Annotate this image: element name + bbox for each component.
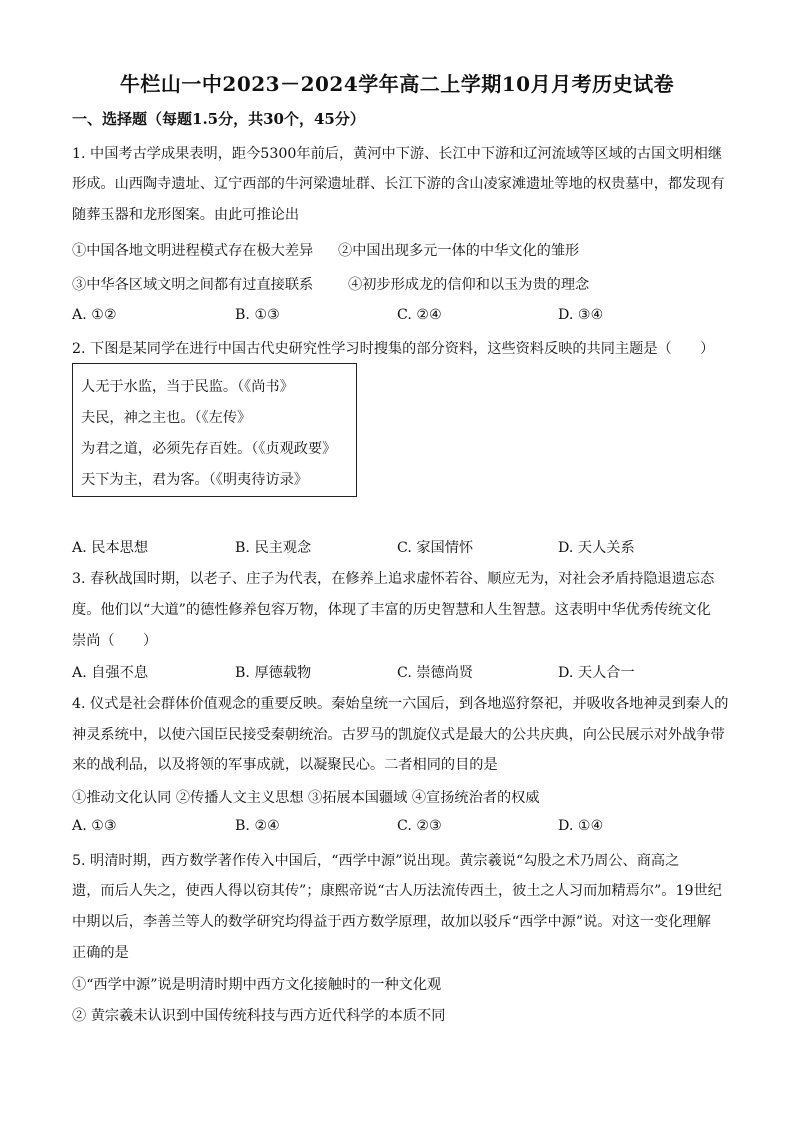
q3-option-d[interactable]: D. 天人合一 xyxy=(558,665,635,681)
q2-option-a[interactable]: A. 民本思想 xyxy=(72,540,149,556)
q2-quote-box xyxy=(72,363,357,497)
q2-quote: 人无于水监，当于民监。（《尚书》 xyxy=(81,379,294,395)
q2-quote: 天下为主，君为客。（《明夷待访录》 xyxy=(81,472,308,488)
q3-option-a[interactable]: A. 自强不息 xyxy=(72,665,149,681)
q1-option-d[interactable]: D. ③④ xyxy=(558,307,604,323)
q4-stem-line: 4. 仪式是社会群体价值观念的重要反映。秦始皇统一六国后，到各地巡狩祭祀，并吸收各地神灵到秦人的 xyxy=(72,696,729,712)
q1-option-a[interactable]: A. ①② xyxy=(72,307,117,323)
q1-stem-line: 1. 中国考古学成果表明，距今5300年前后，黄河中下游、长江中下游和辽河流域等区域的古国文明相继 xyxy=(72,146,723,162)
q1-statement: ②中国出现多元一体的中华文化的雏形 xyxy=(338,243,580,259)
q5-stem-line: 中期以后，李善兰等人的数学研究均得益于西方数学原理，故加以驳斥“西学中源”说。对这一变化理解 xyxy=(72,914,711,930)
q4-option-a[interactable]: A. ①③ xyxy=(72,818,117,834)
q1-stem-line: 随葬玉器和龙形图案。由此可推论出 xyxy=(72,207,300,223)
q3-stem-line: 度。他们以“大道”的德性修养包容万物，体现了丰富的历史智慧和人生智慧。这表明中华优秀传统文化 xyxy=(72,602,711,618)
q3-stem-line: 崇尚（ ） xyxy=(72,633,158,649)
q3-stem-line: 3. 春秋战国时期，以老子、庄子为代表，在修养上追求虚怀若谷、顺应无为，对社会矛盾持隐退遗忘态 xyxy=(72,571,715,587)
q4-statements: ①推动文化认同 ②传播人文主义思想 ③拓展本国疆域 ④宣扬统治者的权威 xyxy=(72,790,540,806)
q5-statement: ①“西学中源”说是明清时期中西方文化接触时的一种文化观 xyxy=(72,977,442,993)
q4-stem-line: 神灵系统中，以使六国臣民接受秦朝统治。古罗马的凯旋仪式是最大的公共庆典，向公民展示对外战争带 xyxy=(72,727,725,743)
q5-stem-line: 遗，而后人失之，使西人得以窃其传”；康熙帝说“古人历法流传西土，彼土之人习而加精焉尔”。19世纪 xyxy=(72,883,722,899)
q2-quote: 为君之道，必须先存百姓。（《贞观政要》 xyxy=(81,441,337,457)
q1-statement: ①中国各地文明进程模式存在极大差异 xyxy=(72,243,314,259)
q2-option-b[interactable]: B. 民主观念 xyxy=(235,540,312,556)
q5-stem-line: 5. 明清时期，西方数学著作传入中国后，“西学中源”说出现。黄宗羲说“勾股之术乃周公、商高之 xyxy=(72,853,680,869)
q5-stem-line: 正确的是 xyxy=(72,945,129,961)
q2-quote: 夫民，神之主也。（《左传》 xyxy=(81,410,252,426)
q4-option-d[interactable]: D. ①④ xyxy=(558,818,604,834)
q1-option-b[interactable]: B. ①③ xyxy=(235,307,280,323)
q4-option-b[interactable]: B. ②④ xyxy=(235,818,280,834)
q4-stem-line: 来的战利品，以及将领的军事成就，以凝聚民心。二者相同的目的是 xyxy=(72,757,498,773)
q3-option-c[interactable]: C. 崇德尚贤 xyxy=(397,665,474,681)
q4-option-c[interactable]: C. ②③ xyxy=(397,818,442,834)
q3-option-b[interactable]: B. 厚德载物 xyxy=(235,665,312,681)
q1-option-c[interactable]: C. ②④ xyxy=(397,307,442,323)
section-heading: 一、选择题（每题1.5分，共30个，45分） xyxy=(72,110,365,128)
q1-statement: ④初步形成龙的信仰和以玉为贵的理念 xyxy=(348,277,590,293)
q5-statement: ② 黄宗羲未认识到中国传统科技与西方近代科学的本质不同 xyxy=(72,1008,446,1024)
q2-stem: 2. 下图是某同学在进行中国古代史研究性学习时搜集的部分资料，这些资料反映的共同主题是（ ） xyxy=(72,341,715,357)
page-title: 牛栏山一中2023－2024学年高二上学期10月月考历史试卷 xyxy=(119,72,675,96)
q2-option-c[interactable]: C. 家国情怀 xyxy=(397,540,474,556)
q1-statement: ③中华各区域文明之间都有过直接联系 xyxy=(72,277,314,293)
q2-option-d[interactable]: D. 天人关系 xyxy=(558,540,635,556)
q1-stem-line: 形成。山西陶寺遗址、辽宁西部的牛河梁遗址群、长江下游的含山凌家滩遗址等地的权贵墓中，都发现有 xyxy=(72,176,725,192)
